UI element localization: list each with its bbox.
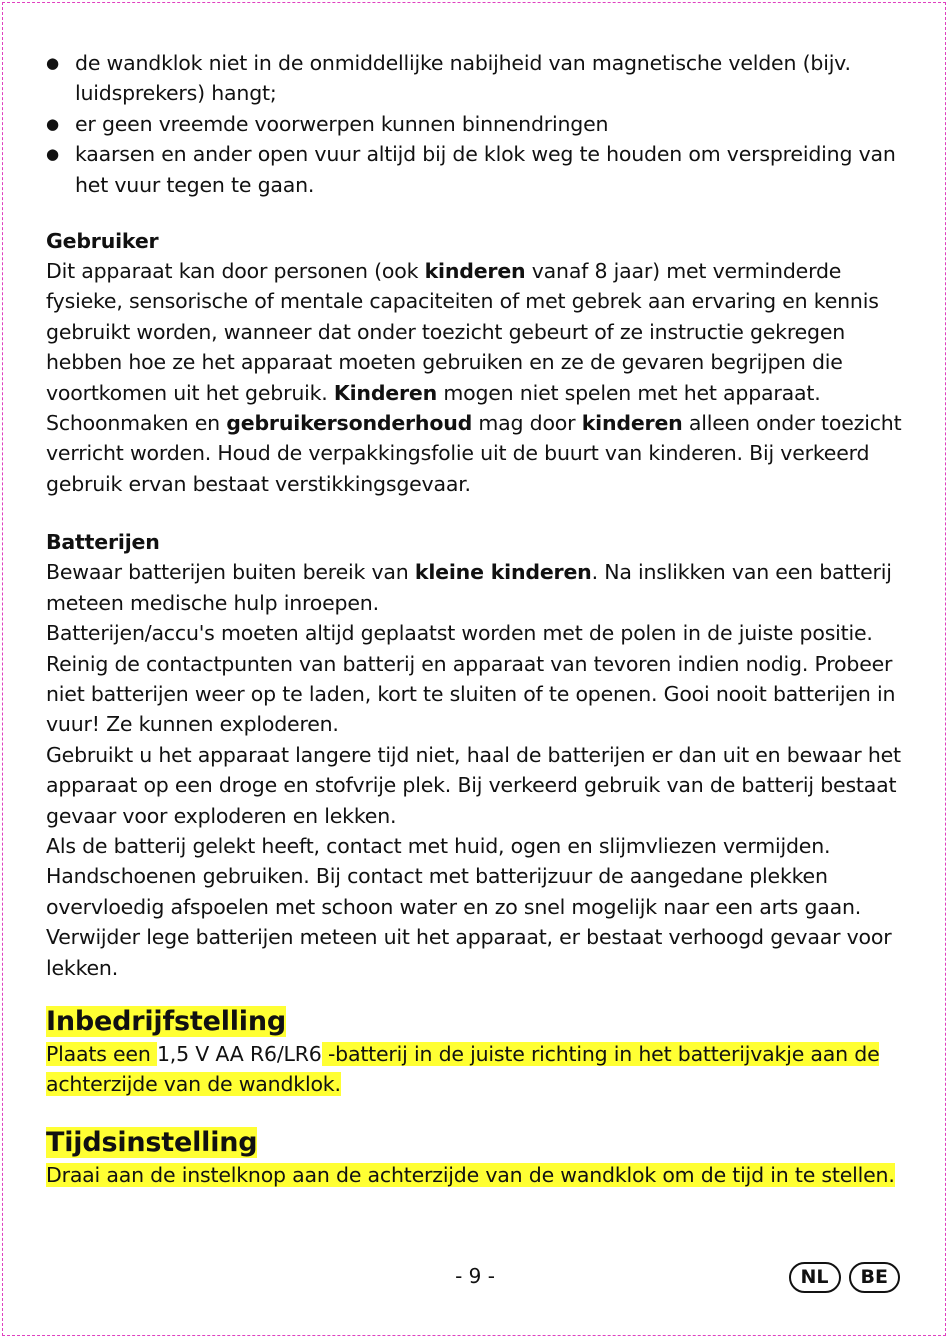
bold-run: gebruikersonderhoud xyxy=(226,411,473,436)
language-badge-nl: NL xyxy=(789,1262,841,1293)
paragraph-batterijen-3: Gebruikt u het apparaat langere tijd niet, haal de batterijen er dan uit en bewaar het apparaat op een droge en stofvrije plek. Bij verkeerd gebruik van de batterij bestaat gevaar voor exploderen en lekken. xyxy=(46,742,901,828)
document-body xyxy=(46,48,908,1190)
text-run: Draai aan de instelknop aan de achterzijde van de wandklok om de tijd in te stellen. xyxy=(46,1162,895,1187)
page-number: - 9 - xyxy=(455,1264,495,1288)
text-run: -batterij in de juiste richting in het batterijvakje aan de achterzijde van de wandklok. xyxy=(46,1041,880,1097)
text-run: Dit apparaat kan door personen (ook xyxy=(46,259,425,284)
list-item: ● er geen vreemde voorwerpen kunnen binnendringen xyxy=(46,109,908,139)
paragraph-gebruiker xyxy=(46,256,908,499)
list-item: ● kaarsen en ander open vuur altijd bij de klok weg te houden om verspreiding van het vuur tegen te gaan. xyxy=(46,139,908,200)
text-run: Plaats een xyxy=(46,1041,157,1066)
text-run: mag door xyxy=(472,411,582,436)
language-badges xyxy=(789,1262,900,1293)
paragraph-batterijen-2: Batterijen/accu's moeten altijd geplaatst worden met de polen in de juiste positie. Reinig de contactpunten van batterij en apparaat van tevoren indien nodig. Probeer niet batterijen weer op te laden, kort te sluiten of te openen. Gooi nooit batterijen in vuur! Ze kunnen exploderen. xyxy=(46,621,896,737)
list-item: ● de wandklok niet in de onmiddellijke nabijheid van magnetische velden (bijv. luidsprekers) hangt; xyxy=(46,48,908,109)
text-run: vanaf 8 jaar) met verminderde fysieke, sensorische of mentale capaciteiten of met gebrek aan ervaring en kennis gebruikt worden, wanneer dat onder toezicht gebeurt of ze instructie gekregen hebben hoe ze het apparaat moeten gebruiken en ze de gevaren begrijpen die voortkomen uit het gebruik. xyxy=(46,259,879,405)
heading-text: Inbedrijfstelling xyxy=(46,1005,287,1037)
text-run: mogen niet spelen met het apparaat. Schoonmaken en xyxy=(46,380,821,436)
text-run: . Na inslikken van een batterij meteen medische hulp inroepen. xyxy=(46,560,892,615)
bold-run: kinderen xyxy=(424,259,526,284)
section-heading-gebruiker: Gebruiker xyxy=(46,229,159,254)
paragraph-tijdsinstelling xyxy=(46,1160,908,1190)
paragraph-batterijen-4: Als de batterij gelekt heeft, contact met huid, ogen en slijmvliezen vermijden. Handschoenen gebruiken. Bij contact met batterijzuur de aangedane plekken overvloedig afspoelen met schoon water en zo snel mogelijk naar een arts gaan. Verwijder lege batterijen meteen uit het apparaat, er bestaat verhoogd gevaar voor lekken. xyxy=(46,833,892,980)
paragraph-inbedrijfstelling xyxy=(46,1039,908,1100)
text-run: alleen onder toezicht verricht worden. Houd de verpakkingsfolie uit de buurt van kinderen. Bij verkeerd gebruik ervan bestaat verstikkingsgevaar. xyxy=(46,411,902,496)
battery-spec: 1,5 V AA R6/LR6 xyxy=(156,1041,322,1066)
section-heading-tijdsinstelling xyxy=(46,1126,908,1160)
language-badge-be: BE xyxy=(849,1262,900,1293)
section-heading-batterijen: Batterijen xyxy=(46,530,160,555)
bold-run: kleine kinderen xyxy=(414,560,592,585)
heading-text: Tijdsinstelling xyxy=(46,1126,258,1158)
bold-run: Kinderen xyxy=(333,380,438,405)
text-run: Bewaar batterijen buiten bereik van xyxy=(46,560,415,585)
section-heading-inbedrijfstelling xyxy=(46,1005,908,1039)
bold-run: kinderen xyxy=(581,411,683,436)
bullet-list xyxy=(46,48,908,200)
paragraph-batterijen-1 xyxy=(46,557,908,618)
